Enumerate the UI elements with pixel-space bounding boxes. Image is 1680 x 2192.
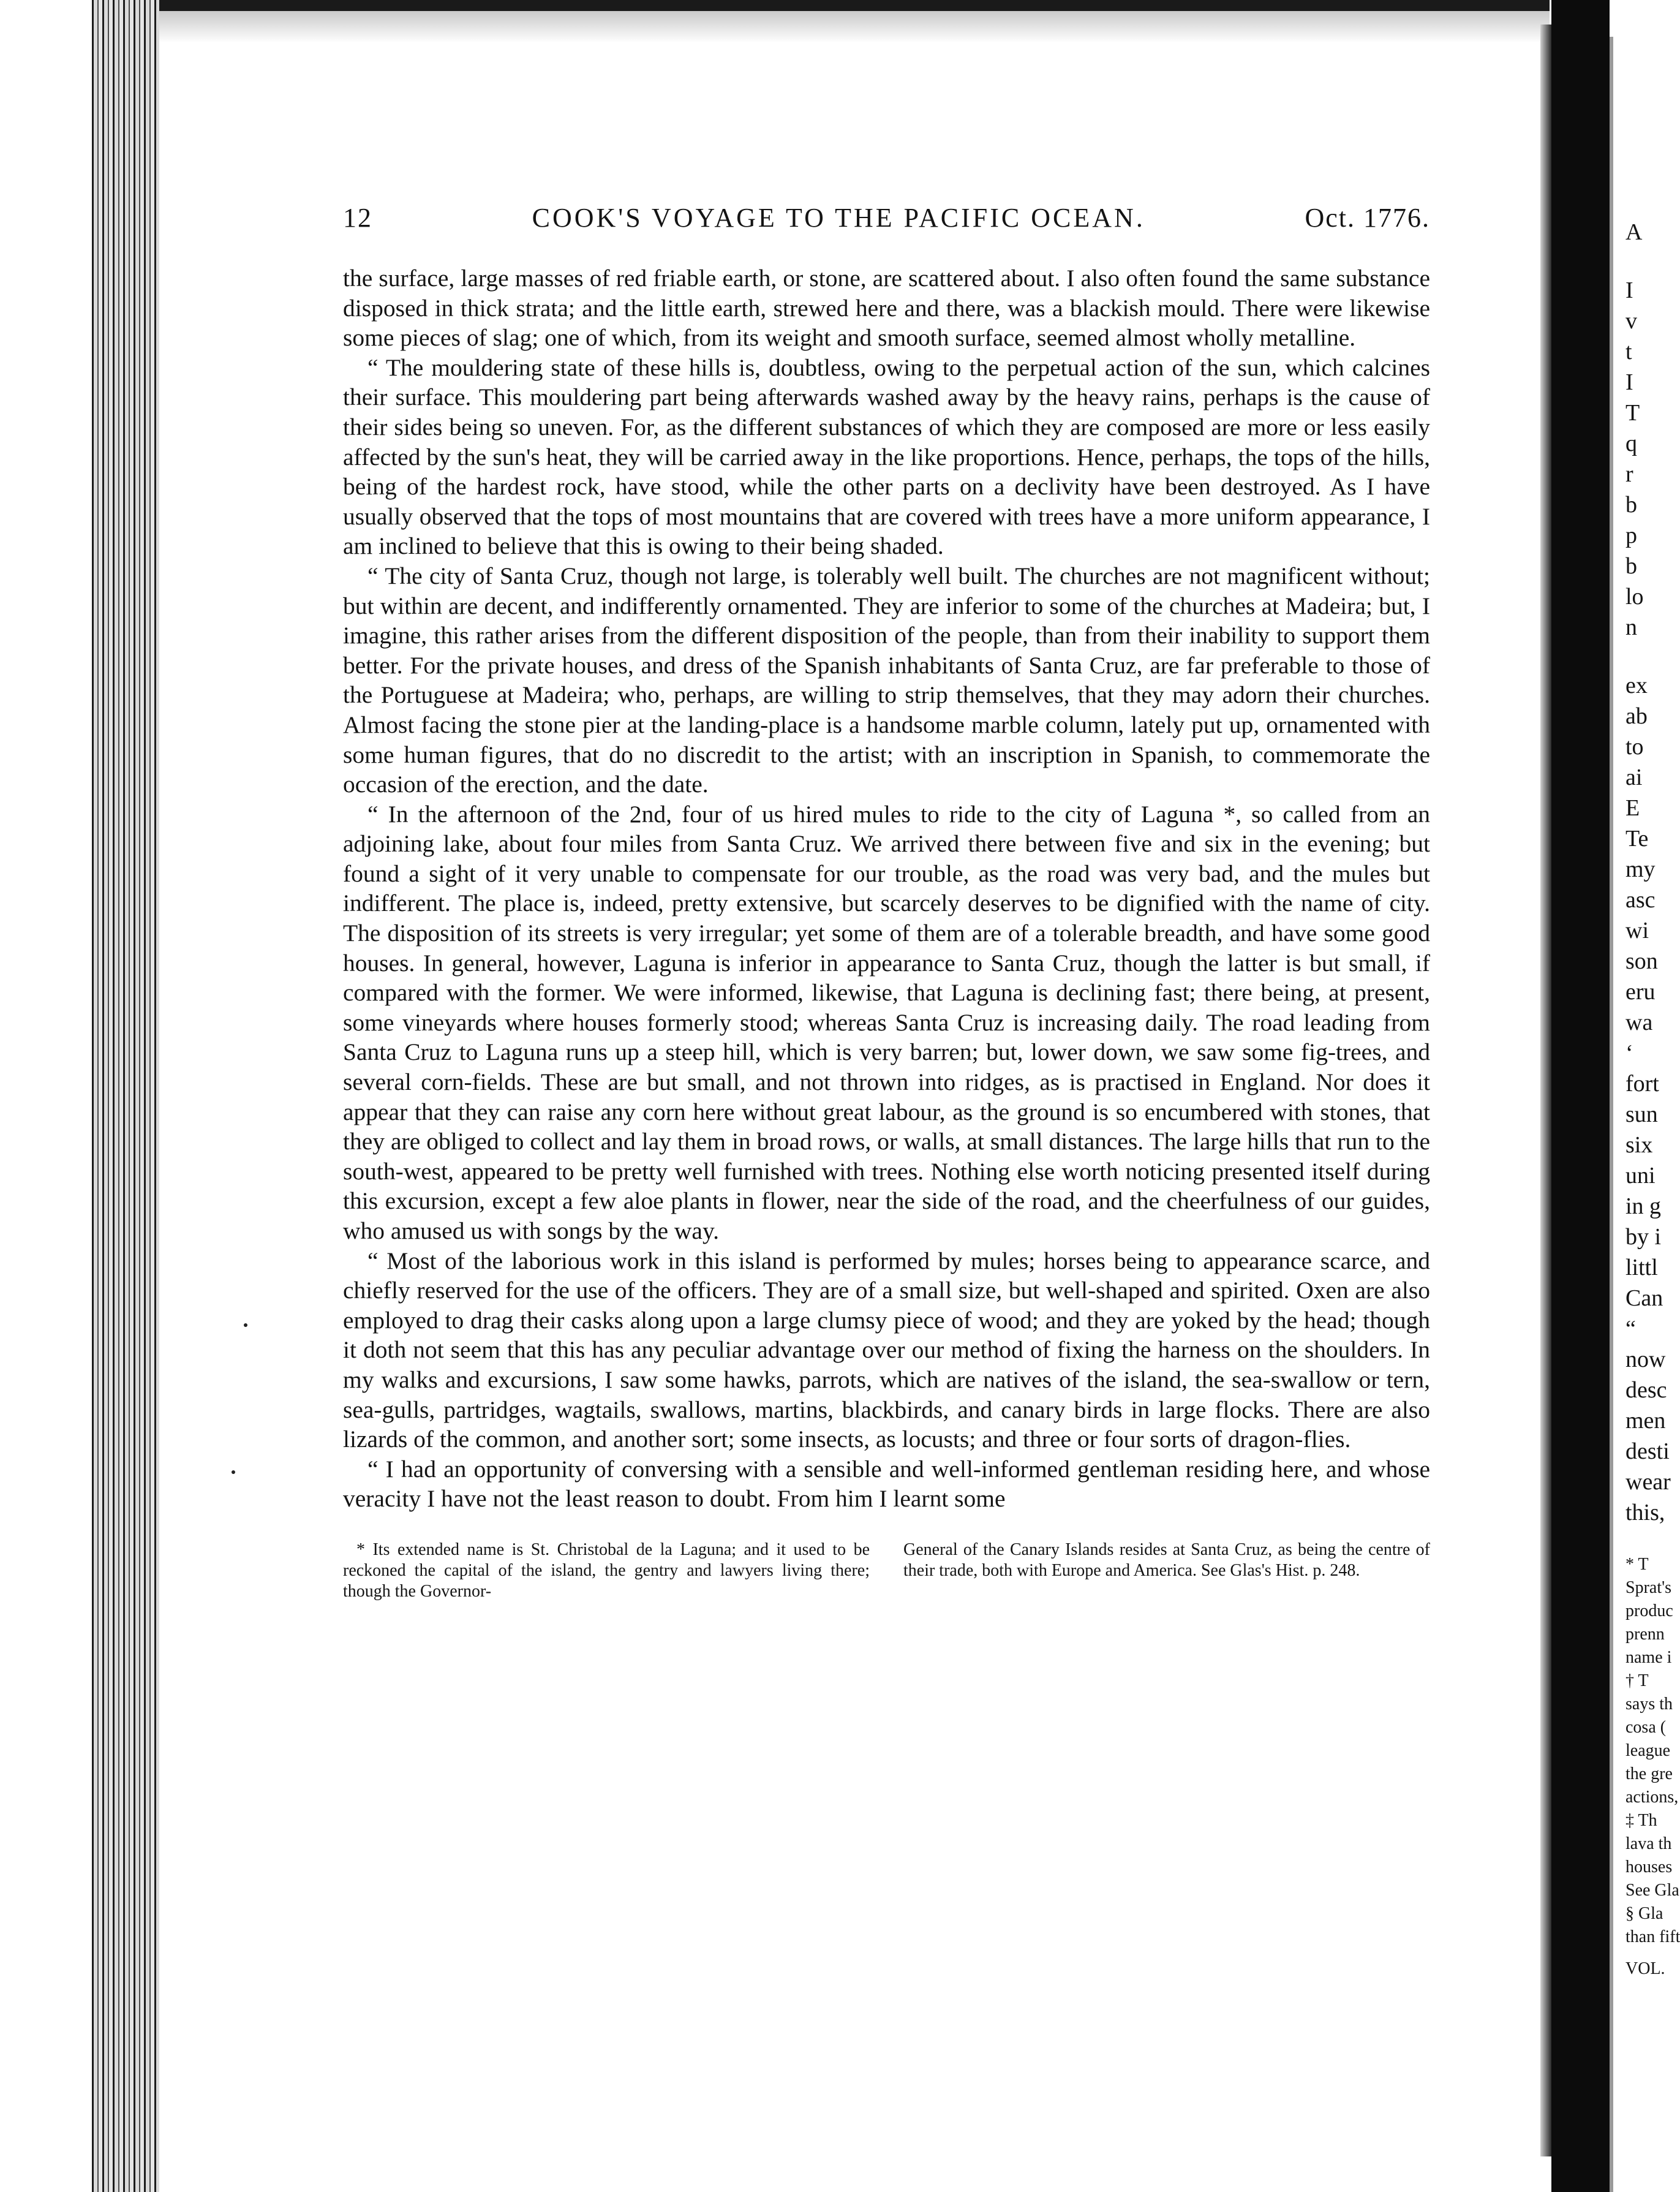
right-page-edge: [1540, 25, 1551, 2156]
facing-page-text: wi: [1625, 918, 1649, 943]
speck-mark: [244, 1323, 247, 1327]
facing-page-text: t: [1625, 339, 1632, 365]
facing-page-text: says th: [1625, 1695, 1673, 1714]
facing-page-text: wa: [1625, 1010, 1653, 1035]
footnote-text: General of the Canary Islands resides at Santa Cruz, as being the centre of their trade, both with Europe and America. See Glas's Hist. p. 248.: [903, 1540, 1430, 1580]
page-number: 12: [343, 203, 372, 233]
facing-page-text: p: [1625, 523, 1637, 548]
facing-page-text: I: [1625, 369, 1633, 395]
facing-page-text: b: [1625, 492, 1637, 518]
facing-page-text: fort: [1625, 1071, 1659, 1097]
facing-page-text: ab: [1625, 703, 1648, 729]
facing-page-text: prenn: [1625, 1625, 1665, 1644]
facing-page-text: ai: [1625, 765, 1643, 790]
facing-page-text: sun: [1625, 1102, 1658, 1127]
facing-page-text: ‡ Th: [1625, 1811, 1657, 1830]
running-date: Oct. 1776.: [1305, 203, 1430, 233]
facing-page-text: asc: [1625, 887, 1656, 913]
facing-page-text: Can: [1625, 1285, 1663, 1311]
paragraph: “ The mouldering state of these hills is, doubtless, owing to the perpetual action of the sun, which calcines their surface. This mouldering part being afterwards washed away by the heavy rains, perhaps is the cause of their sides being so uneven. For, as the different substances of which they are composed are more or less easily affected by the sun's heat, they will be carried away in the like proportions. Hence, perhaps, the tops of the hills, being of the hardest rock, have stood, while the other parts on a declivity have been destroyed. As I have usually observed that the tops of most mountains that are covered with trees have a more uniform appearance, I am inclined to believe that this is owing to their being shaded.: [343, 353, 1430, 560]
facing-page-text: v: [1625, 308, 1637, 334]
facing-page-text: men: [1625, 1408, 1666, 1434]
paragraph: “ Most of the laborious work in this island is performed by mules; horses being to appearance scarce, and chiefly reserved for the use of the officers. They are of a small size, but well-shaped and spirited. Oxen are also employed to drag their casks along upon a large clumsy piece of wood; and they are yoked by the head; though it doth not seem that this has any peculiar advantage over our method of fixing the harness on the shoulders. In my walks and excursions, I saw some hawks, parrots, which are natives of the island, the sea-swallow or tern, sea-gulls, partridges, wagtails, swallows, martins, blackbirds, and canary birds in large flocks. There are also lizards of the common, and another sort; some insects, as locusts; and three or four sorts of dragon-flies.: [343, 1247, 1430, 1453]
facing-page-text: eru: [1625, 979, 1656, 1005]
footnote-column-left: [343, 1540, 870, 1602]
facing-page-fragment: [1610, 37, 1680, 2192]
facing-page-text: † T: [1625, 1671, 1649, 1690]
paragraph: “ In the afternoon of the 2nd, four of us hired mules to ride to the city of Laguna *, so called from an adjoining lake, about four miles from Santa Cruz. We arrived there between five and six in the evening; but found a sight of it very unable to compensate for our trouble, as the road was very bad, and the mules but indifferent. The place is, indeed, pretty extensive, but scarcely deserves to be dignified with the name of city. The disposition of its streets is very irregular; yet some of them are of a tolerable breadth, and have some good houses. In general, however, Laguna is inferior in appearance to Santa Cruz, though the latter is but small, if compared with the former. We were informed, likewise, that Laguna is declining fast; there being, at present, some vineyards where houses formerly stood; whereas Santa Cruz is increasing daily. The road leading from Santa Cruz to Laguna runs up a steep hill, which is very barren; but, lower down, we saw some fig-trees, and several corn-fields. These are but small, and not thrown into ridges, as is practised in England. Nor does it appear that they can raise any corn here without great labour, as the ground is so encumbered with stones, that they are obliged to collect and lay them in broad rows, or walls, at small distances. The large hills that run to the south-west, appeared to be pretty well furnished with trees. Nothing else worth noticing presented itself during this excursion, except a few aloe plants in flower, near the side of the road, and the cheerfulness of our guides, who amused us with songs by the way.: [343, 800, 1430, 1244]
facing-page-text: Sprat's: [1625, 1578, 1672, 1597]
paragraph: the surface, large masses of red friable earth, or stone, are scattered about. I also often found the same substance disposed in thick strata; and the little earth, strewed here and there, was a blackish mould. There were likewise some pieces of slag; one of which, from its weight and smooth surface, seemed almost wholly metalline.: [343, 265, 1430, 352]
running-head: [343, 202, 1430, 245]
facing-page-text: “: [1625, 1316, 1636, 1342]
facing-page-text: desc: [1625, 1377, 1667, 1403]
paragraph: “ I had an opportunity of conversing with a sensible and well-informed gentleman residing here, and whose veracity I have not the least reason to doubt. From him I learnt some: [343, 1455, 1430, 1513]
facing-page-text: § Gla: [1625, 1904, 1663, 1923]
facing-page-text: this,: [1625, 1500, 1665, 1525]
facing-page-text: six: [1625, 1132, 1653, 1158]
facing-page-text: league: [1625, 1741, 1671, 1760]
footnote-column-right: [903, 1540, 1430, 1602]
body-text: [343, 263, 1430, 1514]
facing-page-text: to: [1625, 734, 1644, 760]
facing-page-text: actions,: [1625, 1788, 1679, 1807]
facing-page-text: ex: [1625, 673, 1648, 698]
facing-page-text: T: [1625, 400, 1640, 426]
top-page-edge: [92, 0, 1550, 43]
footnotes: [343, 1540, 1430, 1602]
facing-page-text: A: [1625, 219, 1643, 245]
facing-page-text: desti: [1625, 1438, 1670, 1464]
binding-gap: [1551, 0, 1610, 2192]
facing-page-text: the gre: [1625, 1764, 1673, 1783]
facing-page-text: r: [1625, 461, 1633, 487]
facing-page-text: by i: [1625, 1224, 1662, 1250]
facing-page-text: now: [1625, 1347, 1666, 1372]
facing-page-text: See Gla: [1625, 1881, 1679, 1900]
facing-page-text: in g: [1625, 1193, 1662, 1219]
facing-page-text: produc: [1625, 1601, 1673, 1620]
facing-page-text: uni: [1625, 1163, 1656, 1189]
paragraph: “ The city of Santa Cruz, though not large, is tolerably well built. The churches are not magnificent without; but within are decent, and indifferently ornamented. They are inferior to some of the churches at Madeira; but, I imagine, this rather arises from the different disposition of the people, than from their inability to support them better. For the private houses, and dress of the Spanish inhabitants of Santa Cruz, are far preferable to those of the Portuguese at Madeira; who, perhaps, are willing to strip themselves, that they may adorn their churches. Almost facing the stone pier at the landing-place is a handsome marble column, lately put up, ornamented with some human figures, that do no discredit to the artist; with an inscription in Spanish, to commemorate the occasion of the erection, and the date.: [343, 562, 1430, 798]
facing-page-text: lava th: [1625, 1834, 1672, 1853]
facing-page-text: E: [1625, 795, 1640, 821]
facing-page-text: littl: [1625, 1255, 1658, 1280]
facing-page-text: my: [1625, 856, 1656, 882]
book-page: [343, 202, 1430, 1602]
facing-page-text: name i: [1625, 1648, 1672, 1667]
facing-page-text: I: [1625, 278, 1633, 303]
facing-page-text: b: [1625, 553, 1637, 579]
facing-page-text: n: [1625, 614, 1637, 640]
facing-page-text: * T: [1625, 1555, 1649, 1574]
facing-page-text: wear: [1625, 1469, 1671, 1495]
facing-page-text: son: [1625, 948, 1658, 974]
speck-mark: [232, 1470, 235, 1474]
page-stack-gutter: [92, 0, 159, 2192]
facing-page-text: q: [1625, 431, 1637, 456]
facing-page-text: houses: [1625, 1858, 1673, 1876]
footnote-text: * Its extended name is St. Christobal de la Laguna; and it used to be reckoned the capital of the island, the gentry and lawyers living there; though the Governor-: [343, 1540, 870, 1601]
facing-page-text: VOL.: [1625, 1959, 1665, 1978]
facing-page-text: than fift: [1625, 1927, 1680, 1946]
facing-page-text: lo: [1625, 584, 1644, 610]
facing-page-text: cosa (: [1625, 1718, 1667, 1737]
facing-page-text: Te: [1625, 826, 1649, 852]
facing-page-text: ‘: [1625, 1040, 1633, 1066]
running-title: COOK'S VOYAGE TO THE PACIFIC OCEAN.: [532, 203, 1145, 233]
